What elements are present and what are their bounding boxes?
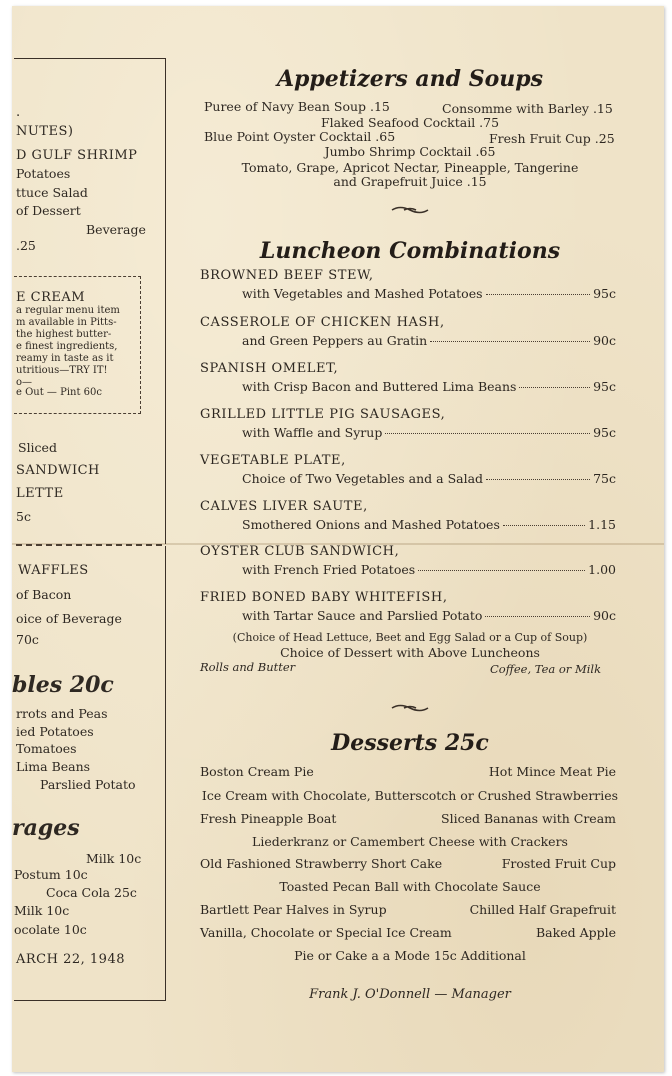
luncheon-item-price: 90c [593,608,616,623]
luncheon-item-desc: with Vegetables and Mashed Potatoes [242,286,483,301]
luncheon-item-desc: with Crisp Bacon and Buttered Lima Beans [242,379,517,394]
left-panel-line: Postum 10c [14,867,88,882]
left-panel-line: Milk 10c [86,851,142,866]
luncheon-item-row [242,333,616,348]
dessert-item: Fresh Pineapple Boat [200,811,337,826]
luncheon-item-price: 1.00 [588,562,616,577]
dessert-item: Bartlett Pear Halves in Syrup [200,902,387,917]
appetizer-item: Consomme with Barley .15 [442,101,613,116]
left-panel-line: ARCH 22, 1948 [16,952,125,967]
left-panel-line: reamy in taste as it [16,353,114,364]
luncheon-item-price: 1.15 [588,517,616,532]
ornament-divider [390,205,430,215]
left-panel-line: Beverage [86,222,146,237]
luncheon-item-name: OYSTER CLUB SANDWICH, [200,544,400,559]
dashed-divider [16,544,162,546]
left-panel-line: Lima Beans [16,759,91,774]
leader-dots [430,341,590,342]
left-panel-line: utritious—TRY IT! [16,365,108,376]
luncheon-item-price: 75c [593,471,616,486]
appetizers-heading: Appetizers and Soups [276,66,544,92]
luncheon-item-price: 95c [593,425,616,440]
left-panel-line: 5c [16,509,31,524]
appetizer-item: Fresh Fruit Cup .25 [489,131,615,146]
luncheon-item-row [242,562,616,577]
luncheon-item-row [242,286,616,301]
left-panel-line: Parslied Potato [40,777,136,792]
left-panel-line: LETTE [16,486,64,501]
left-panel-line: a regular menu item [16,305,120,316]
appetizer-item: Tomato, Grape, Apricot Nectar, Pineapple, Tangerine [241,160,579,175]
luncheon-note: (Choice of Head Lettuce, Beet and Egg Salad or a Cup of Soup) [232,631,588,644]
left-panel-line: Sliced [18,440,57,455]
dessert-item: Old Fashioned Strawberry Short Cake [200,856,443,871]
left-panel-line: rrots and Peas [16,706,108,721]
left-panel-line: of Dessert [16,203,81,218]
luncheon-item-desc: Smothered Onions and Mashed Potatoes [242,517,500,532]
luncheon-item-row [242,425,616,440]
dessert-row [200,856,616,871]
dessert-item: Liederkranz or Camembert Cheese with Crackers [252,834,568,849]
luncheon-item-name: GRILLED LITTLE PIG SAUSAGES, [200,407,446,422]
left-panel-line: ocolate 10c [14,922,87,937]
dessert-row [200,764,616,779]
leader-dots [486,294,591,295]
left-panel-line: e finest ingredients, [16,341,118,352]
left-panel-line: SANDWICH [16,463,100,478]
left-panel-line: .25 [16,238,36,253]
leader-dots [486,479,590,480]
left-panel-line: Tomatoes [16,741,77,756]
luncheon-item-desc: Choice of Two Vegetables and a Salad [242,471,484,486]
ornament-divider [390,703,430,713]
left-panel-line: 70c [16,632,39,647]
manager-signature: Frank J. O'Donnell — Manager [309,987,511,1002]
left-panel-line: NUTES) [16,124,74,139]
desserts-heading: Desserts 25c [331,730,489,756]
rolls-note: Rolls and Butter [200,660,296,674]
dessert-item: Boston Cream Pie [200,764,314,779]
luncheon-item-desc: with Waffle and Syrup [242,425,383,440]
luncheon-item-name: FRIED BONED BABY WHITEFISH, [200,590,448,605]
dessert-row [200,811,616,826]
leader-dots [519,387,590,388]
left-panel-line: WAFFLES [18,563,89,578]
left-panel-line: Milk 10c [14,903,70,918]
luncheon-item-desc: with Tartar Sauce and Parslied Potato [242,608,483,623]
leader-dots [385,433,590,434]
dessert-row [200,925,616,940]
dessert-row [200,902,616,917]
dessert-item: Baked Apple [535,925,616,940]
dessert-item: Frosted Fruit Cup [501,856,616,871]
left-panel-line: bles 20c [12,672,114,698]
left-panel-line: ttuce Salad [16,185,88,200]
appetizer-item: Jumbo Shrimp Cocktail .65 [324,144,496,159]
left-panel-line: ied Potatoes [16,724,94,739]
appetizer-item: Puree of Navy Bean Soup .15 [204,99,390,114]
luncheon-item-price: 95c [593,286,616,301]
dessert-item: Pie or Cake a a Mode 15c Additional [294,948,526,963]
luncheon-item-row [242,471,616,486]
luncheon-item-price: 90c [593,333,616,348]
leader-dots [485,616,590,617]
dessert-item: Ice Cream with Chocolate, Butterscotch or Crushed Strawberries [201,788,619,803]
left-panel-line: o— [16,377,33,388]
luncheon-note: Choice of Dessert with Above Luncheons [280,645,540,660]
luncheon-item-name: CASSEROLE OF CHICKEN HASH, [200,315,445,330]
luncheon-item-name: CALVES LIVER SAUTE, [200,499,368,514]
left-panel-line: . [16,105,21,120]
dessert-item: Hot Mince Meat Pie [488,764,616,779]
luncheon-item-row [242,379,616,394]
leader-dots [503,525,585,526]
luncheon-item-desc: with French Fried Potatoes [242,562,416,577]
dessert-item: Sliced Bananas with Cream [441,811,616,826]
left-panel-line: of Bacon [16,587,72,602]
luncheon-item-row [242,517,616,532]
luncheon-item-price: 95c [593,379,616,394]
leader-dots [418,570,585,571]
left-panel-line: oice of Beverage [16,611,122,626]
luncheon-item-name: VEGETABLE PLATE, [200,453,346,468]
luncheon-item-name: BROWNED BEEF STEW, [200,268,374,283]
luncheon-heading: Luncheon Combinations [259,238,561,264]
luncheon-item-name: SPANISH OMELET, [200,361,339,376]
dessert-item: Toasted Pecan Ball with Chocolate Sauce [279,879,541,894]
dessert-item: Vanilla, Chocolate or Special Ice Cream [200,925,452,940]
drinks-note: Coffee, Tea or Milk [490,662,602,676]
left-panel-line: E CREAM [16,290,86,305]
left-panel-line: D GULF SHRIMP [16,148,138,163]
appetizer-item: and Grapefruit Juice .15 [333,174,487,189]
left-panel-line: rages [12,815,80,841]
left-panel-line: the highest butter- [16,329,112,340]
dessert-item: Chilled Half Grapefruit [469,902,616,917]
appetizer-item: Flaked Seafood Cocktail .75 [320,115,500,130]
left-panel-line: Potatoes [16,166,71,181]
left-panel-line: Coca Cola 25c [46,885,137,900]
appetizer-item: Blue Point Oyster Cocktail .65 [204,129,396,144]
luncheon-item-desc: and Green Peppers au Gratin [242,333,428,348]
left-panel-line: m available in Pitts- [16,317,117,328]
luncheon-item-row [242,608,616,623]
left-panel-line: e Out — Pint 60c [16,387,103,398]
